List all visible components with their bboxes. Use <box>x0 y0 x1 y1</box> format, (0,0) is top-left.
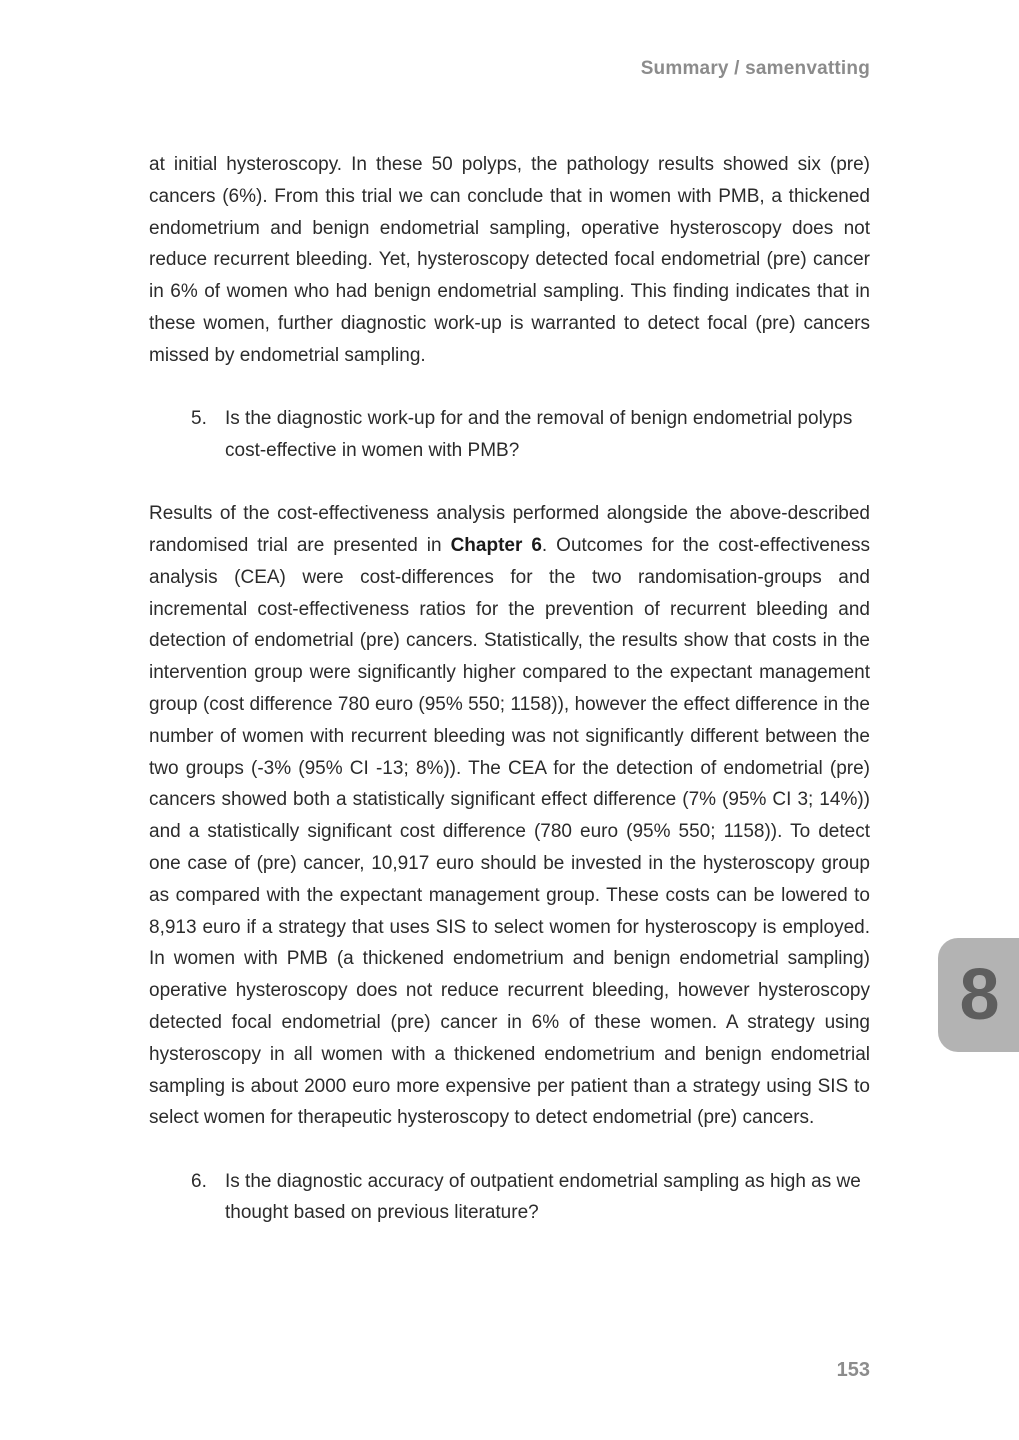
question-number: 5. <box>191 408 207 430</box>
chapter-reference: Chapter 6 <box>450 534 542 556</box>
page-number: 153 <box>836 1359 870 1381</box>
running-header-title: Summary / samenvatting <box>640 58 870 79</box>
paragraph-trial-conclusion: at initial hysteroscopy. In these 50 polyps, the pathology results showed six (pre) cancers (6%). From this trial we can conclude that in women with PMB, a thickened endometrium and benign endometrial sampling, operative hysteroscopy does not reduce recurrent bleeding. Yet, hysteroscopy detected focal endometrial (pre) cancer in 6% of women who had benign endometrial sampling. This finding indicates that in these women, further diagnostic work-up is warranted to detect focal (pre) cancers missed by endometrial sampling. <box>149 154 870 366</box>
chapter-thumb-tab <box>938 938 1019 1052</box>
research-question-5 <box>149 403 870 467</box>
chapter-number: 8 <box>959 955 1000 1035</box>
paragraph-text-part: Results of the cost-effectiveness analysis performed alongside the above-described randomised trial are presented in <box>149 503 870 556</box>
paragraph-cost-effectiveness <box>149 498 870 1134</box>
research-question-6 <box>149 1166 870 1230</box>
question-number: 6. <box>191 1170 207 1192</box>
paragraph-text-part: . Outcomes for the cost-effectiveness analysis (CEA) were cost-differences for the two randomisation-groups and incremental cost-effectiveness ratios for the prevention of recurrent bleeding and detection of endometrial (pre) cancers. Statistically, the results show that costs in the intervention group were significantly higher compared to the expectant management group (cost difference 780 euro (95% 550; 1158)), however the effect difference in the number of women with recurrent bleeding was not significantly different between the two groups (-3% (95% CI -13; 8%)). The CEA for the detection of endometrial (pre) cancers showed both a statistically significant effect difference (7% (95% CI 3; 14%)) and a statistically significant cost difference (780 euro (95% 550; 1158)). To detect one case of (pre) cancer, 10,917 euro should be invested in the hysteroscopy group as compared with the expectant management group. These costs can be lowered to 8,913 euro if a strategy that uses SIS to select women for hysteroscopy is employed. In women with PMB (a thickened endometrium and benign endometrial sampling) operative hysteroscopy does not reduce recurrent bleeding, however hysteroscopy detected focal endometrial (pre) cancer in 6% of these women. A strategy using hysteroscopy in all women with a thickened endometrium and benign endometrial sampling is about 2000 euro more expensive per patient than a strategy using SIS to select women for therapeutic hysteroscopy to detect endometrial (pre) cancers. <box>149 534 870 1129</box>
question-text: Is the diagnostic work-up for and the removal of benign endometrial polyps cost-effective in women with PMB? <box>225 408 853 461</box>
main-text <box>149 149 870 1261</box>
question-text: Is the diagnostic accuracy of outpatient endometrial sampling as high as we thought based on previous literature? <box>225 1170 861 1224</box>
